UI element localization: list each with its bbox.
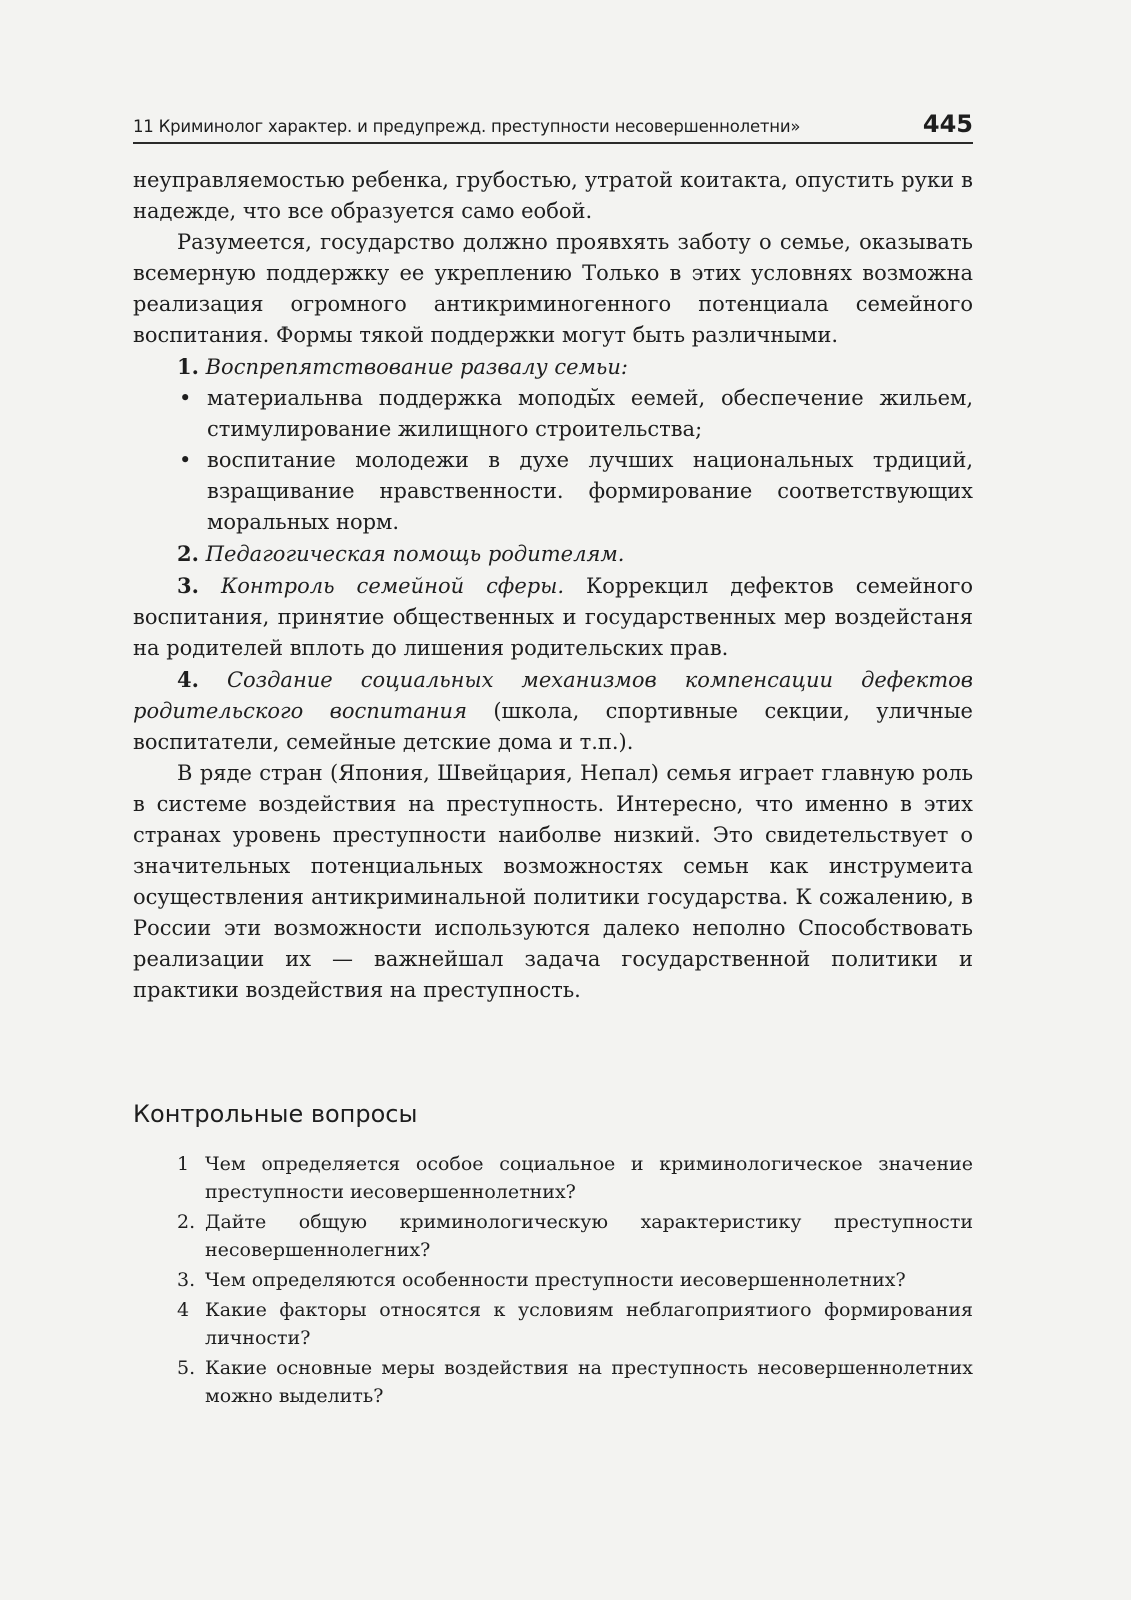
body-text [133, 165, 973, 1006]
paragraph-countries: В ряде стран (Япония, Швейцария, Непал) семья играет главную роль в системе воздействия на преступность. Интересно, что именно в этих странах уровень преступности наиболве низкий. Это свидетельствует о значительных потенциальных возможностях семьн как инструмеита осуществления антикриминальной политики государства. К сожалению, в России эти возможности используются далеко неполно Способствовать реализации их — важнейшал задача государственной политики и практики воздействия на преступность. [133, 761, 973, 1002]
question-text: Какие основные меры воздействия на преступность несовершеннолетних можно выделить? [205, 1357, 973, 1407]
paragraph-state-support: Разумеется, государство должно проявхять заботу о семье, оказывать всемерную поддержку ее укреплению Только в этих условнях возможна реализация огромного антикриминогенного потенциала семейного воспитания. Формы тякой поддержки могут быть различными. [133, 230, 973, 347]
question-text: Чем определяются особенности преступности иесовершеннолетних? [205, 1269, 906, 1291]
question-number: 2. [177, 1211, 196, 1233]
section-title: Контрольные вопросы [133, 1100, 418, 1128]
list-item-title: Педагогическая помощь родителям. [205, 542, 625, 566]
question-text: Чем определяется особое социальное и криминологическое значение преступности иесовершеннолетних? [205, 1153, 973, 1203]
running-title: 11 Криминолог характер. и предупрежд. преступности несовершеннолетни» [133, 117, 801, 136]
question-text: Какие факторы относятся к условиям неблагоприятиого формирования личности? [205, 1299, 973, 1349]
list-number: 1. [177, 354, 199, 379]
list-item-text: Коррекцил дефектов семейного воспитания, принятие общественных и государственных мер воздейстаня на родителей вплоть до лишения родительских прав. [133, 574, 973, 660]
running-header [133, 112, 973, 144]
question-number: 3. [177, 1269, 196, 1291]
question-text: Дайте общую криминологическую характеристику преступности несовершеннолегних? [205, 1211, 973, 1261]
bullet-list [133, 383, 973, 538]
bullet-item: • материальнва поддержка моподы̆х еемей, обеспечение жильем, стимулирование жилищного строительства; [207, 383, 973, 445]
list-item-2 [133, 538, 973, 570]
question-item [177, 1354, 973, 1410]
question-item [177, 1296, 973, 1352]
list-item-title: Контроль семейной сферы. [220, 574, 565, 598]
questions-list [177, 1150, 973, 1412]
question-item [177, 1150, 973, 1206]
list-item-title: Создание социальных механизмов компенсации дефектов родительского воспитания [133, 668, 973, 723]
question-number: 5. [177, 1357, 196, 1379]
list-item-text: (школа, спортивные секции, уличные воспитатели, семейные детские дома и т.п.). [133, 699, 973, 754]
list-number: 4. [177, 667, 199, 692]
list-item-title: Воспрепятствование развалу семьи: [205, 355, 628, 379]
question-number: 4 [177, 1299, 190, 1321]
bullet-item: • воспитание молодежи в духе лучших национальных трдиций, взращивание нравственности. формирование соответствующих моральных норм. [207, 445, 973, 538]
question-item [177, 1266, 973, 1294]
question-item [177, 1208, 973, 1264]
list-item-1 [133, 351, 973, 383]
list-number: 3. [177, 573, 199, 598]
question-number: 1 [177, 1153, 190, 1175]
paragraph-continuation: неуправляемостью ребенка, грубостью, утратой коитакта, опустить руки в надежде, что все образуется само еобой. [133, 168, 973, 223]
list-item-3 [133, 570, 973, 664]
list-number: 2. [177, 541, 199, 566]
page-number: 445 [922, 110, 973, 138]
list-item-4 [133, 664, 973, 758]
